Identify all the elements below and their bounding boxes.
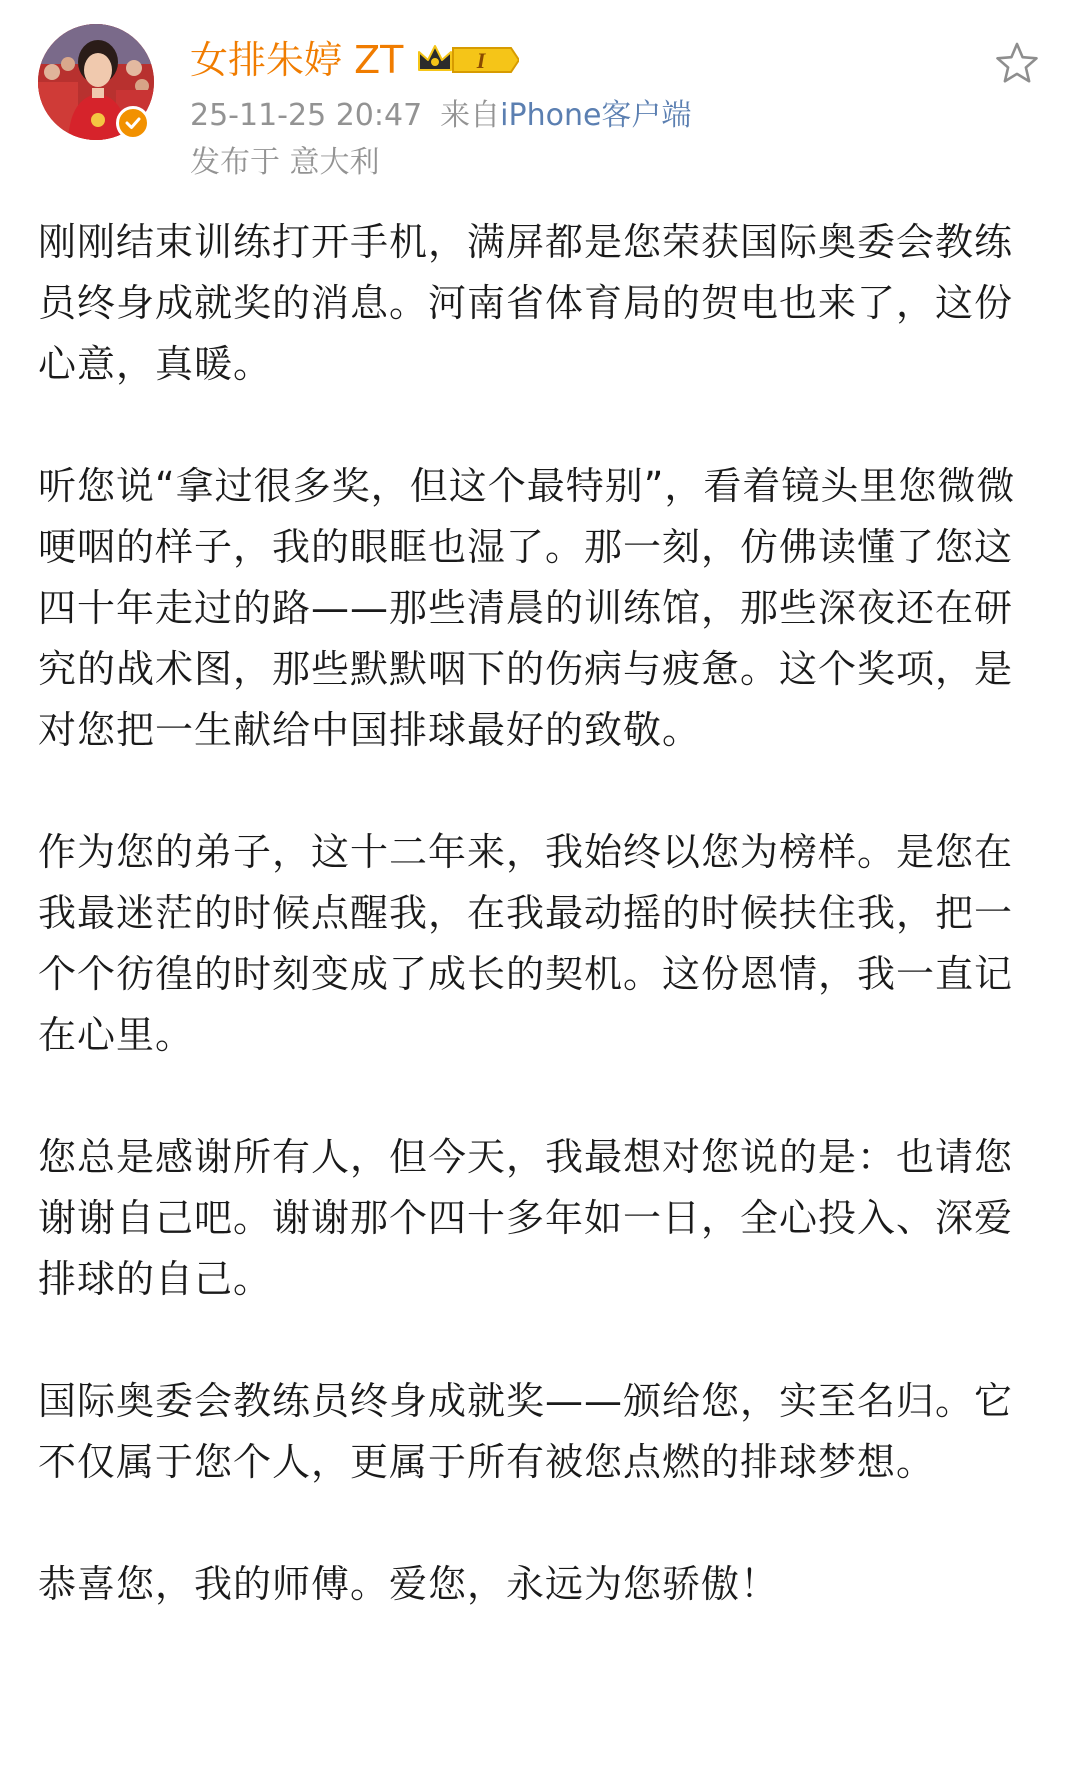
source-prefix: 来自 — [440, 98, 501, 133]
favorite-button[interactable] — [993, 40, 1041, 88]
crown-level-badge-icon[interactable] — [415, 40, 519, 80]
author-name[interactable]: 女排朱婷 ZT — [190, 38, 404, 82]
post-meta — [190, 95, 691, 137]
post-paragraph: 国际奥委会教练员终身成就奖——颁给您，实至名归。它不仅属于您个人，更属于所有被您点燃的排球梦想。 — [38, 1379, 1014, 1484]
source-app-link[interactable]: iPhone客户端 — [500, 98, 692, 133]
post-timestamp: 25-11-25 20:47 — [190, 98, 423, 133]
post-body — [38, 212, 1033, 1615]
post-paragraph: 听您说“拿过很多奖，但这个最特别”，看着镜头里您微微哽咽的样子，我的眼眶也湿了。那一刻，仿佛读懂了您这四十年走过的路——那些清晨的训练馆，那些深夜还在研究的战术图，那些默默咽下的伤病与疲惫。这个奖项，是对您把一生献给中国排球最好的致敬。 — [38, 464, 1016, 752]
post-paragraph: 作为您的弟子，这十二年来，我始终以您为榜样。是您在我最迷茫的时候点醒我，在我最动摇的时候扶住我，把一个个彷徨的时刻变成了成长的契机。这份恩情，我一直记在心里。 — [38, 830, 1014, 1057]
star-outline-icon — [993, 40, 1041, 88]
verified-check-icon — [116, 106, 150, 140]
post-paragraph: 恭喜您，我的师傅。爱您，永远为您骄傲！ — [38, 1562, 780, 1606]
post-header — [0, 0, 1080, 190]
level-badge-text: I — [476, 48, 486, 73]
post-paragraph: 您总是感谢所有人，但今天，我最想对您说的是：也请您谢谢自己吧。谢谢那个四十多年如一日，全心投入、深爱排球的自己。 — [38, 1135, 1014, 1301]
post-location: 发布于 意大利 — [190, 145, 380, 180]
post-paragraph: 刚刚结束训练打开手机，满屏都是您荣获国际奥委会教练员终身成就奖的消息。河南省体育局的贺电也来了，这份心意，真暖。 — [38, 220, 1014, 386]
